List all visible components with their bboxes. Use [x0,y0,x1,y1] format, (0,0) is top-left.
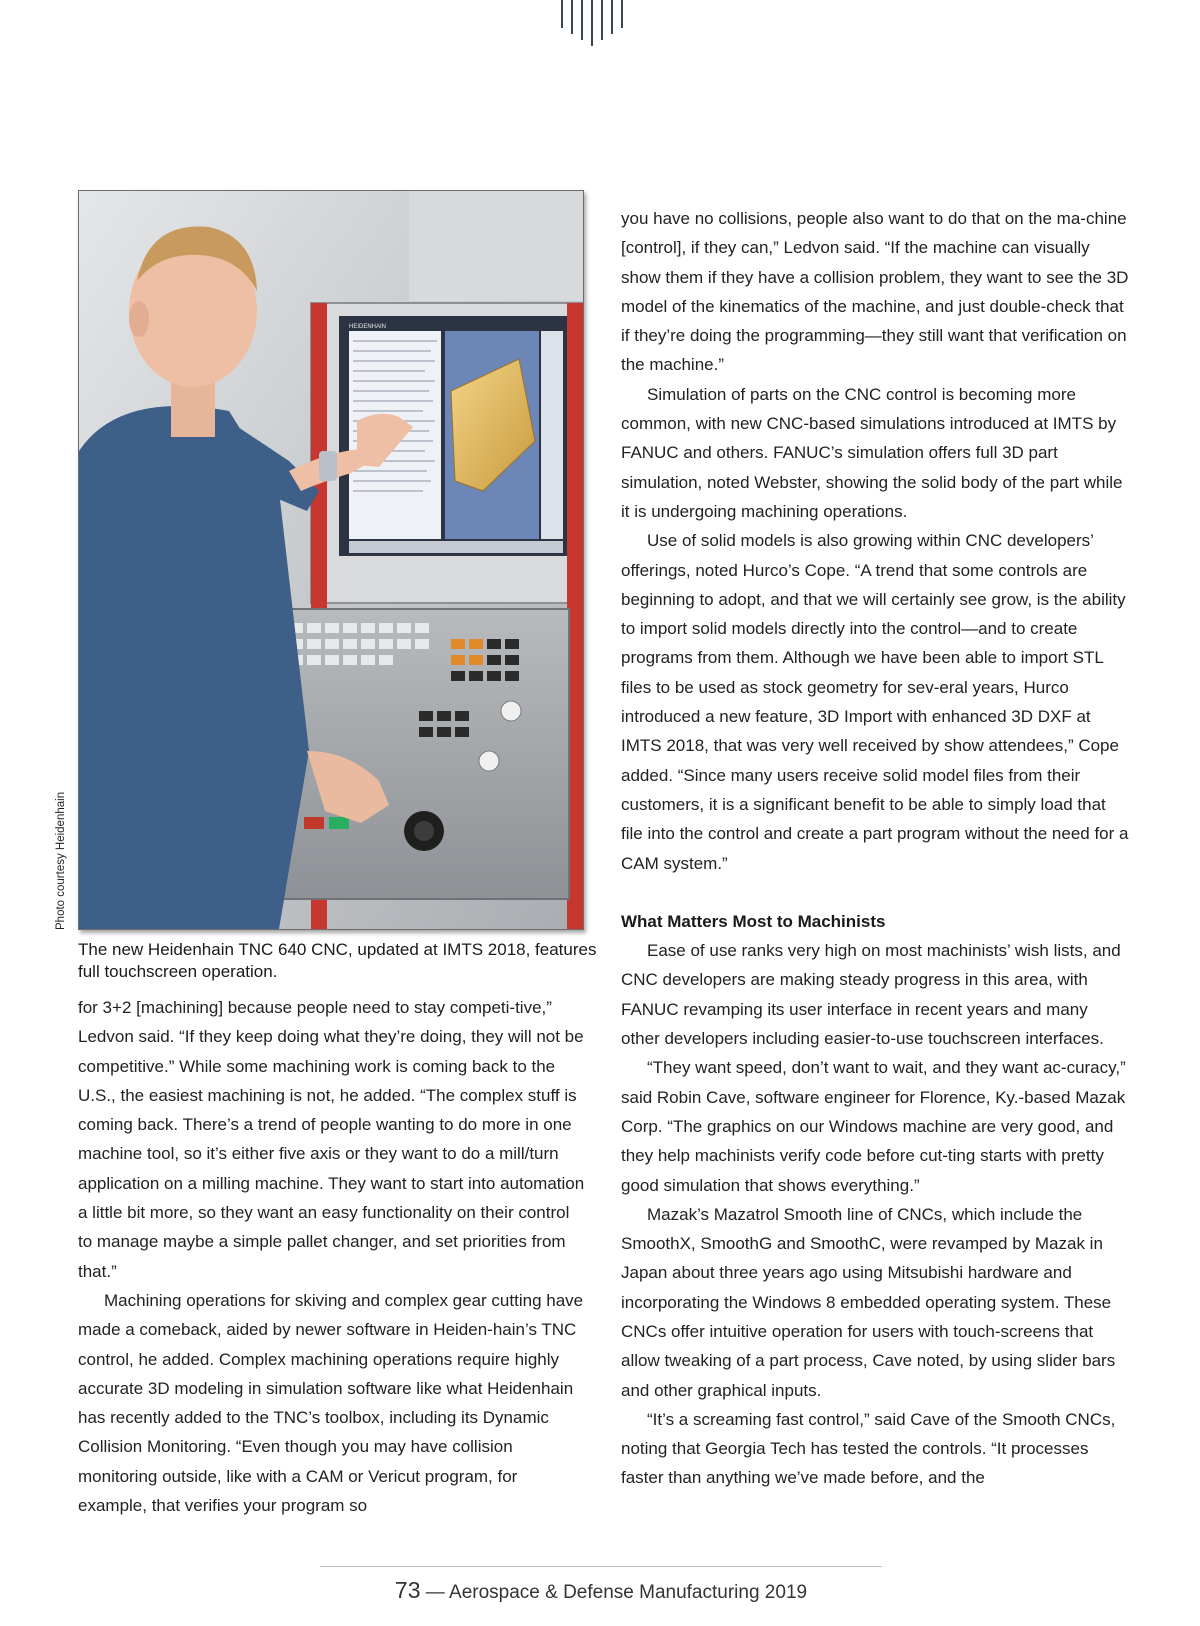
right-column-text [621,204,1129,1493]
cnc-operator-illustration [79,191,583,929]
body-paragraph: for 3+2 [machining] because people need to stay competi-tive,” Ledvon said. “If they keep doing what they’re doing, they will not be competitive.” While some machining work is coming back to the U.S., the easiest machining is not, he added. “The complex stuff is coming back. There’s a trend of people wanting to do more in one machine tool, so it’s either five axis or they want to do a mill/turn application on a milling machine. They want to start into automation a little bit more, so they want an easy functionality on their control to manage maybe a simple pallet changer, and set priorities from that.” [78,998,585,1281]
photo-credit: Photo courtesy Heidenhain [55,791,67,930]
decorative-top-lines [561,0,641,46]
photo-caption: The new Heidenhain TNC 640 CNC, updated at IMTS 2018, features full touchscreen operation. [78,940,597,981]
body-paragraph: Simulation of parts on the CNC control is becoming more common, with new CNC-based simulations introduced at IMTS by FANUC and others. FANUC’s simulation offers full 3D part simulation, noted Webster, showing the solid body of the part while it is undergoing machining operations. [621,384,1123,521]
page-footer [320,1576,882,1607]
screen-brand-label: HEIDENHAIN [349,324,387,330]
footer-separator: — [425,1582,445,1603]
left-column-text [78,993,588,1520]
article-photo [78,190,584,930]
body-paragraph: “They want speed, don’t want to wait, and they want ac-curacy,” said Robin Cave, software engineer for Florence, Ky.-based Mazak Corp. “The graphics on our Windows machine are very good, and they help machinists verify code before cut-ting starts with pretty good simulation that shows everything.” [621,1058,1126,1195]
body-paragraph: Ease of use ranks very high on most machinists’ wish lists, and CNC developers are making steady progress in this area, with FANUC revamping its user interface in recent years and many other developers including easier-to-use touchscreen interfaces. [621,941,1121,1049]
footer-divider [320,1566,882,1567]
body-paragraph: Mazak’s Mazatrol Smooth line of CNCs, which include the SmoothX, SmoothG and SmoothC, were revamped by Mazak in Japan about three years ago using Mitsubishi hardware and incorporating the Windows 8 embedded operating system. These CNCs offer intuitive operation for users with touch-screens that allow tweaking of a part process, Cave noted, by using slider bars and other graphical inputs. [621,1204,1116,1400]
body-paragraph: “It’s a screaming fast control,” said Cave of the Smooth CNCs, noting that Georgia Tech has tested the controls. “It processes faster than anything we’ve made before, and the [621,1409,1116,1488]
page-number: 73 [394,1577,421,1603]
body-paragraph: Machining operations for skiving and complex gear cutting have made a comeback, aided by newer software in Heiden-hain’s TNC control, he added. Complex machining operations require highly accurate 3D modeling in simulation software like what Heidenhain has recently added to the TNC’s toolbox, including its Dynamic Collision Monitoring. “Even though you may have collision monitoring outside, like with a CAM or Vericut program, for example, that verifies your program so [78,1290,584,1516]
section-heading: What Matters Most to Machinists [621,911,886,931]
body-paragraph: you have no collisions, people also want to do that on the ma-chine [control], if they can,” Ledvon said. “If the machine can visually show them if they have a collision problem, they want to see the 3D model of the kinematics of the machine, and just double-check that if they’re doing the programming—they still want that verification on the machine.” [621,209,1129,375]
publication-title: Aerospace & Defense Manufacturing 2019 [449,1582,808,1603]
body-paragraph: Use of solid models is also growing within CNC developers’ offerings, noted Hurco’s Cope. “A trend that some controls are beginning to adopt, and that we will certainly see grow, is the ability to import solid models directly into the control—and to create programs from them. Although we have been able to import STL files to be used as stock geometry for sev-eral years, Hurco introduced a new feature, 3D Import with enhanced 3D DXF at IMTS 2018, that was very well received by show attendees,” Cope added. “Since many users receive solid model files from their customers, it is a significant benefit to be able to simply load that file into the control and create a part program without the need for a CAM system.” [621,531,1129,873]
